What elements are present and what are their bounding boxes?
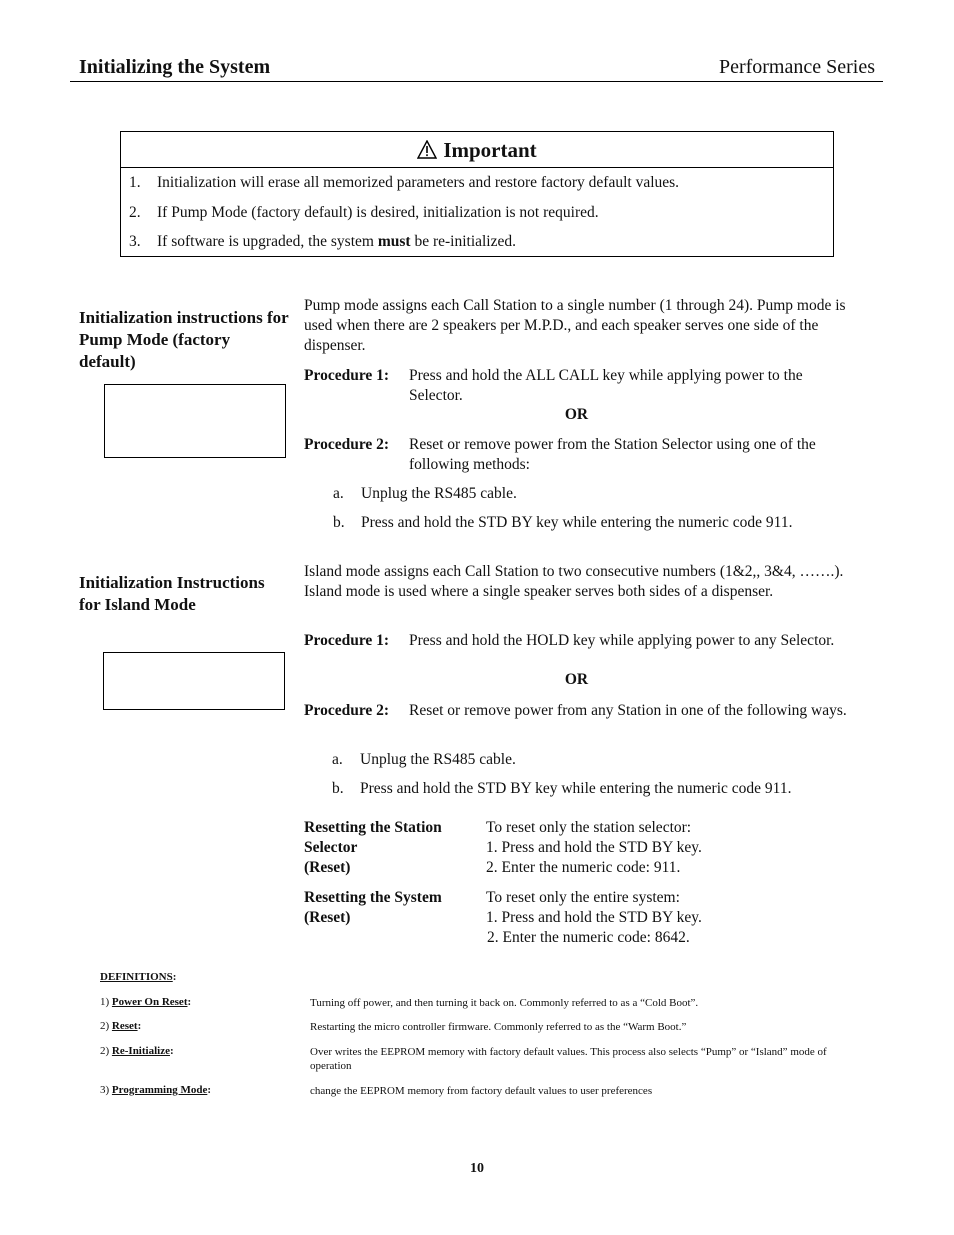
definition-term: 2) Re-Initialize: (100, 1045, 174, 1057)
reset-system-label: Resetting the System (Reset) (304, 889, 442, 926)
pump-procedure-1: Procedure 1: Press and hold the ALL CALL key while applying power to the Selector. (304, 367, 803, 404)
important-heading: Important (121, 132, 833, 168)
page-number: 10 (470, 1161, 484, 1176)
island-procedure-1: Procedure 1: Press and hold the HOLD key while applying power to any Selector. (304, 632, 835, 649)
header-divider (70, 81, 883, 82)
pump-or: OR (564, 406, 589, 423)
series-title: Performance Series (718, 56, 875, 78)
island-method-b: b. Press and hold the STD BY key while entering the numeric code 911. (332, 780, 792, 797)
definition-term: 2) Reset: (100, 1020, 142, 1032)
definition-term: 3) Programming Mode: (100, 1084, 212, 1096)
definition-text: Turning off power, and then turning it back on. Commonly referred to as a “Cold Boot”. (310, 997, 699, 1009)
pump-method-b: b. Press and hold the STD BY key while entering the numeric code 911. (333, 514, 793, 531)
island-method-a: a. Unplug the RS485 cable. (332, 751, 516, 768)
section-title: Initializing the System (79, 56, 271, 78)
reset-station-steps: To reset only the station selector: 1. Press and hold the STD BY key. 2. Enter the numeric code: 911. (486, 819, 702, 876)
island-mode-display-box (103, 652, 285, 710)
pump-mode-heading: Initialization instructions for Pump Mode (factory default) (79, 308, 289, 371)
important-list (121, 168, 833, 257)
definition-text: Over writes the EEPROM memory with factory default values. This process also selects “Pump” or “Island” mode of operation (310, 1046, 827, 1072)
pump-mode-display-box (104, 384, 286, 458)
important-item: 3. If software is upgraded, the system must be re-initialized. (129, 233, 516, 250)
definitions-title: DEFINITIONS: (100, 971, 177, 983)
island-procedure-2: Procedure 2: Reset or remove power from any Station in one of the following ways. (304, 702, 847, 719)
island-intro: Island mode assigns each Call Station to two consecutive numbers (1&2,, 3&4, …….). Island mode is used where a single speaker serves both sides of a dispenser. (304, 563, 844, 600)
definition-term: 1) Power On Reset: (100, 996, 192, 1008)
pump-procedure-2: Procedure 2: Reset or remove power from the Station Selector using one of the following methods: (304, 436, 816, 473)
definition-text: Restarting the micro controller firmware. Commonly referred to as the “Warm Boot.” (310, 1021, 687, 1033)
reset-station-label: Resetting the Station Selector (Reset) (304, 819, 442, 876)
warning-icon (417, 138, 443, 162)
definition-text: change the EEPROM memory from factory default values to user preferences (310, 1085, 653, 1097)
pump-intro: Pump mode assigns each Call Station to a single number (1 through 24). Pump mode is used when there are 2 speakers per M.P.D., and each speaker serves one side of the dispenser. (304, 297, 846, 354)
island-mode-heading: Initialization Instructions for Island Mode (79, 573, 265, 614)
important-item: 1. Initialization will erase all memorized parameters and restore factory default values. (129, 174, 680, 191)
island-or: OR (564, 671, 589, 688)
important-item: 2. If Pump Mode (factory default) is desired, initialization is not required. (129, 203, 599, 221)
reset-system-steps: To reset only the entire system: 1. Press and hold the STD BY key. 2. Enter the numeric code: 8642. (486, 889, 702, 946)
important-box (120, 131, 834, 257)
pump-method-a: a. Unplug the RS485 cable. (333, 485, 517, 502)
